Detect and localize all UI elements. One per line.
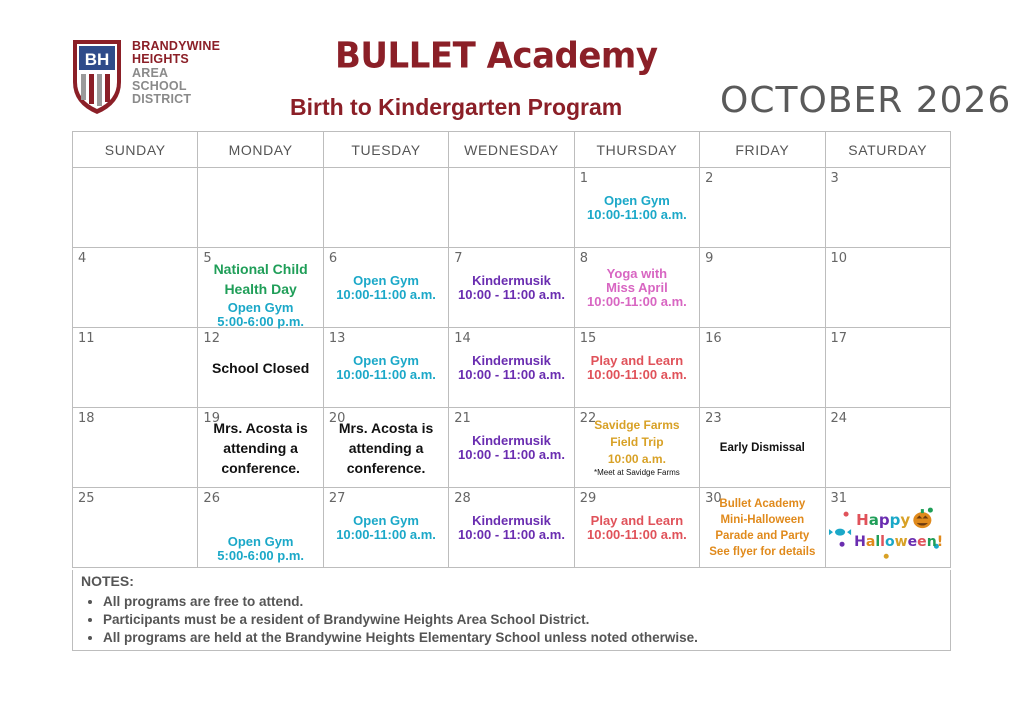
event-line: Kindermusik [472, 432, 551, 448]
logo-wordmark [132, 40, 220, 106]
day-cell [198, 488, 323, 568]
event-line: Mrs. Acosta is [338, 419, 434, 436]
day-number: 13 [328, 331, 346, 346]
day-cell [825, 248, 950, 328]
event-line: attending a [223, 439, 298, 456]
event [336, 514, 436, 542]
event [213, 418, 307, 478]
notes-title: NOTES: [81, 573, 134, 589]
event [336, 354, 436, 382]
confetti-dot [839, 542, 844, 547]
event-line: 10:00 - 11:00 a.m. [457, 526, 565, 542]
note-item: • All programs are held at the Brandywine Heights Elementary School unless noted otherwise. [103, 629, 698, 647]
day-cell [449, 328, 574, 408]
event-block [324, 248, 448, 327]
weekday-friday: FRIDAY [700, 132, 825, 168]
day-cell [323, 408, 448, 488]
day-number: 7 [454, 251, 463, 266]
day-number: 19 [203, 411, 220, 426]
candy-icon [829, 529, 851, 536]
day-number: 24 [830, 411, 848, 426]
event-line: Mrs. Acosta is [213, 419, 308, 436]
weekday-sunday: SUNDAY [73, 132, 198, 168]
event-line: Early Dismissal [719, 441, 805, 454]
weekday-wednesday: WEDNESDAY [449, 132, 574, 168]
event [594, 417, 680, 478]
event-block [575, 328, 699, 407]
empty-day-cell [449, 168, 574, 248]
calendar-grid [72, 131, 951, 568]
event-block [198, 248, 322, 327]
day-cell [700, 248, 825, 328]
event-line: conference. [346, 459, 426, 476]
logo-line-1: BRANDYWINE [132, 39, 221, 53]
event-block [198, 328, 322, 407]
event-line: Open Gym [353, 352, 419, 368]
day-number: 18 [78, 411, 95, 426]
confetti-dot [843, 512, 848, 517]
district-logo [70, 36, 220, 118]
event-line: 10:00-11:00 a.m. [336, 366, 436, 382]
day-number: 21 [454, 411, 471, 426]
event [214, 259, 308, 299]
month-title: OCTOBER 2026 [720, 80, 1012, 121]
day-cell [198, 408, 323, 488]
event-line: 10:00-11:00 a.m. [336, 526, 436, 542]
event-line: 5:00-6:00 p.m. [217, 548, 304, 563]
event [212, 358, 309, 378]
halloween-word: Halloween! [853, 534, 943, 551]
day-number: 28 [454, 491, 471, 506]
logo-line-3: AREA [132, 65, 169, 80]
weekday-monday: MONDAY [198, 132, 323, 168]
day-number: 22 [579, 411, 597, 426]
event [458, 434, 565, 462]
event-block [700, 408, 824, 487]
event [217, 535, 304, 563]
weekday-tuesday: TUESDAY [323, 132, 448, 168]
empty-day-cell [73, 168, 198, 248]
day-cell [323, 488, 448, 568]
week-row [73, 408, 951, 488]
event-line: Open Gym [353, 272, 419, 288]
event-line: 10:00-11:00 a.m. [587, 526, 687, 542]
happy-halloween-graphic [826, 488, 950, 567]
shield-icon [70, 36, 124, 116]
event-block [449, 248, 573, 327]
day-number: 10 [830, 251, 848, 266]
day-cell [73, 408, 198, 488]
event [587, 267, 687, 309]
event-line: 10:00-11:00 a.m. [587, 293, 687, 309]
week-row [73, 488, 951, 568]
day-number: 16 [705, 331, 722, 346]
day-number: 23 [705, 411, 722, 426]
event-block [198, 488, 322, 567]
day-number: 26 [203, 491, 220, 506]
event-line: Kindermusik [472, 512, 551, 528]
event-line: Open Gym [604, 192, 670, 208]
event [587, 514, 687, 542]
day-number: 2 [705, 171, 714, 186]
page-title: BULLET Academy [335, 35, 658, 77]
day-number: 31 [830, 491, 848, 506]
day-number: 6 [328, 251, 338, 266]
logo-initials: BH [84, 50, 110, 69]
day-cell [574, 248, 699, 328]
day-number: 8 [579, 251, 588, 266]
event-line: Play and Learn [590, 512, 684, 528]
happy-word: Happy [855, 511, 910, 530]
event-line: 10:00 - 11:00 a.m. [457, 446, 565, 462]
event-block [198, 408, 322, 487]
day-number: 29 [579, 491, 597, 506]
event-block [449, 488, 573, 567]
day-cell [73, 248, 198, 328]
event-block [575, 408, 699, 487]
event-block [324, 408, 448, 487]
note-item: • Participants must be a resident of Brandywine Heights Area School District. [103, 611, 698, 629]
day-number: 1 [579, 171, 588, 186]
day-number: 14 [454, 331, 471, 346]
day-cell [73, 328, 198, 408]
calendar-body [73, 168, 951, 568]
day-cell [700, 488, 825, 568]
event [458, 274, 565, 302]
event-block [575, 248, 699, 327]
day-number: 3 [830, 171, 839, 186]
day-cell [574, 168, 699, 248]
day-number: 15 [579, 331, 597, 346]
event [339, 418, 433, 478]
event-line: National Child [213, 260, 308, 277]
event-line: See flyer for details [709, 545, 816, 558]
day-cell [574, 328, 699, 408]
confetti-dot [883, 554, 888, 559]
day-number: 17 [830, 331, 848, 346]
event-block [324, 488, 448, 567]
event [458, 354, 565, 382]
day-cell [449, 408, 574, 488]
note-item: • All programs are free to attend. [103, 593, 698, 611]
day-cell [449, 248, 574, 328]
event [720, 441, 805, 455]
event-line: Play and Learn [590, 352, 684, 368]
week-row [73, 168, 951, 248]
logo-line-4: SCHOOL [132, 78, 187, 93]
week-row [73, 328, 951, 408]
day-number: 11 [78, 331, 95, 346]
event-line: 10:00 a.m. [607, 452, 666, 466]
event-line: Open Gym [353, 512, 419, 528]
event-line: Open Gym [227, 534, 294, 549]
event-block [449, 408, 573, 487]
event-line: Health Day [224, 280, 297, 297]
logo-line-5: DISTRICT [132, 92, 192, 107]
event-line: 10:00-11:00 a.m. [587, 366, 687, 382]
day-cell [825, 408, 950, 488]
day-cell [825, 488, 950, 568]
day-cell [449, 488, 574, 568]
event-line: conference. [221, 459, 300, 476]
event [709, 496, 815, 560]
day-cell [700, 168, 825, 248]
event-line: 10:00-11:00 a.m. [336, 286, 436, 302]
event-line: 10:00 - 11:00 a.m. [457, 366, 565, 382]
event [458, 514, 565, 542]
event-block [575, 488, 699, 567]
event-line: Open Gym [227, 299, 294, 315]
event-block [449, 328, 573, 407]
week-row [73, 248, 951, 328]
day-number: 5 [203, 251, 212, 266]
day-number: 27 [328, 491, 346, 506]
weekday-saturday: SATURDAY [825, 132, 950, 168]
event-line: Field Trip [610, 435, 664, 449]
event-note: *Meet at Savidge Farms [593, 468, 680, 477]
day-number: 30 [705, 491, 722, 506]
event [587, 354, 687, 382]
day-cell [574, 408, 699, 488]
day-cell [825, 168, 950, 248]
event [336, 274, 436, 302]
event-line: Miss April [606, 279, 668, 295]
day-cell [323, 328, 448, 408]
day-cell [574, 488, 699, 568]
notes-section [72, 570, 951, 651]
empty-day-cell [323, 168, 448, 248]
event-line: attending a [348, 439, 424, 456]
event-line: Savidge Farms [594, 418, 680, 432]
weekday-header-row [73, 132, 951, 168]
day-number: 20 [328, 411, 346, 426]
event-line: School Closed [212, 359, 310, 376]
day-cell [198, 248, 323, 328]
event-line: Parade and Party [715, 529, 810, 542]
day-number: 9 [705, 251, 714, 266]
event-line: Kindermusik [472, 352, 551, 368]
event-line: 5:00-6:00 p.m. [217, 313, 304, 329]
day-cell [323, 248, 448, 328]
day-number: 25 [78, 491, 95, 506]
pumpkin-icon [913, 509, 931, 528]
event-line: Mini-Halloween [720, 513, 805, 526]
day-number: 4 [78, 251, 87, 266]
day-number: 12 [203, 331, 220, 346]
notes-list [81, 593, 698, 647]
calendar [72, 131, 951, 568]
empty-day-cell [198, 168, 323, 248]
program-subtitle: Birth to Kindergarten Program [290, 94, 623, 120]
day-cell [73, 488, 198, 568]
weekday-thursday: THURSDAY [574, 132, 699, 168]
event-line: Kindermusik [472, 272, 551, 288]
event-line: Bullet Academy [719, 497, 806, 510]
day-cell [198, 328, 323, 408]
event-line: Yoga with [606, 265, 668, 281]
day-cell [825, 328, 950, 408]
event [587, 194, 687, 222]
event-block [324, 328, 448, 407]
confetti-dot [927, 508, 932, 513]
day-cell [700, 328, 825, 408]
day-cell [700, 408, 825, 488]
logo-line-2: HEIGHTS [132, 52, 189, 67]
event-block [700, 488, 824, 567]
event-line: 10:00 - 11:00 a.m. [457, 286, 565, 302]
event [217, 301, 304, 329]
event-line: 10:00-11:00 a.m. [587, 206, 687, 222]
event-block [575, 168, 699, 247]
